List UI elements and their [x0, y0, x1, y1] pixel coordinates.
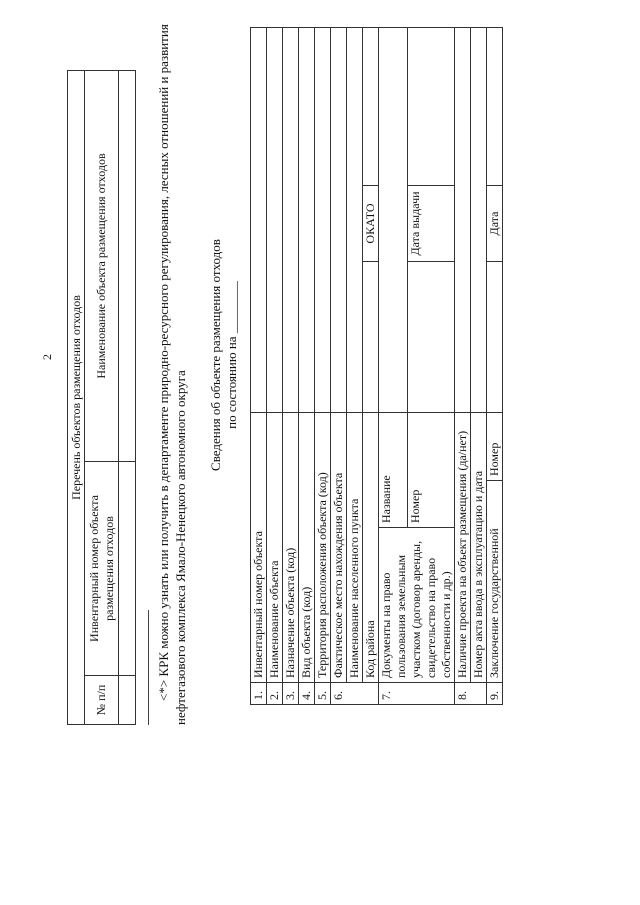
issue-date-label: Дата выдачи: [408, 185, 454, 261]
row-num: 4.: [299, 683, 315, 705]
district-code-label: Код района: [363, 413, 379, 683]
row-label: Фактическое место нахождения объекта: [331, 413, 347, 683]
row-label: Инвентарный номер объекта: [251, 413, 267, 683]
row-label: Территория расположения объекта (код): [315, 413, 331, 683]
empty-cell: [119, 462, 136, 676]
okato-cell: [363, 28, 379, 413]
empty-cell: [119, 676, 136, 725]
value-cell: [299, 28, 315, 413]
info-title: [208, 205, 240, 505]
info-title-line1: Сведения об объекте размещения отходов: [208, 239, 223, 471]
value-cell: [331, 28, 347, 413]
value-cell: [283, 28, 299, 413]
doc-name-label: Название: [379, 413, 408, 528]
info-title-line2: по состоянию на ________: [224, 281, 239, 429]
value-cell: [267, 28, 283, 413]
row-label: Наименование объекта: [267, 413, 283, 683]
conclusion-number-label: Номер: [487, 413, 503, 481]
waste-objects-table: [67, 70, 136, 725]
conclusion-date-cell: [487, 28, 503, 413]
okato-label: ОКАТО: [363, 185, 378, 261]
value-cell: [315, 28, 331, 413]
row-label: Вид объекта (код): [299, 413, 315, 683]
footnote-text: КРК можно узнать или получить в департаменте природно-ресурсного регулирования, лесных отношений и развития нефтегазового комплекса Ямало-Ненецкого автономного округа: [156, 24, 188, 725]
row-label: Заключение государственной: [487, 481, 503, 683]
row-num: 2.: [267, 683, 283, 705]
row-num: 3.: [283, 683, 299, 705]
doc-number-label: Номер: [408, 413, 455, 528]
row-num: 8.: [455, 683, 487, 705]
row-num: 7.: [379, 683, 455, 705]
footnote: [155, 5, 189, 725]
row-num: 6.: [331, 683, 379, 705]
header-inventory: Инвентарный номер объекта размещения отходов: [85, 462, 119, 676]
row-num: 9.: [487, 683, 503, 705]
act-label: Номер акта ввода в эксплуатацию и дата: [471, 413, 487, 683]
value-cell: [455, 28, 471, 413]
header-num: № п/п: [85, 676, 119, 725]
value-cell: [251, 28, 267, 413]
row-num: 1.: [251, 683, 267, 705]
page-number: 2: [40, 354, 54, 360]
row-label: Документы на право пользования земельным участком (договор аренды, свидетельство на право собственности и др.): [379, 528, 455, 683]
row-label: Наличие проекта на объект размещения (да/нет): [455, 413, 471, 683]
conclusion-date-label: Дата: [487, 185, 502, 261]
object-info-table: [250, 27, 503, 705]
waste-table-title: Перечень объектов размещения отходов: [68, 71, 85, 725]
footnote-separator: [148, 610, 149, 725]
value-cell: [379, 28, 408, 413]
header-name: Наименование объекта размещения отходов: [85, 71, 119, 462]
settlement-label: Наименование населенного пункта: [347, 413, 363, 683]
footnote-marker: <*>: [156, 679, 171, 701]
doc-number-date-cell: [408, 28, 455, 413]
row-num: 5.: [315, 683, 331, 705]
empty-cell: [119, 71, 136, 462]
value-cell: [347, 28, 363, 413]
value-cell: [471, 28, 487, 413]
row-label: Назначение объекта (код): [283, 413, 299, 683]
